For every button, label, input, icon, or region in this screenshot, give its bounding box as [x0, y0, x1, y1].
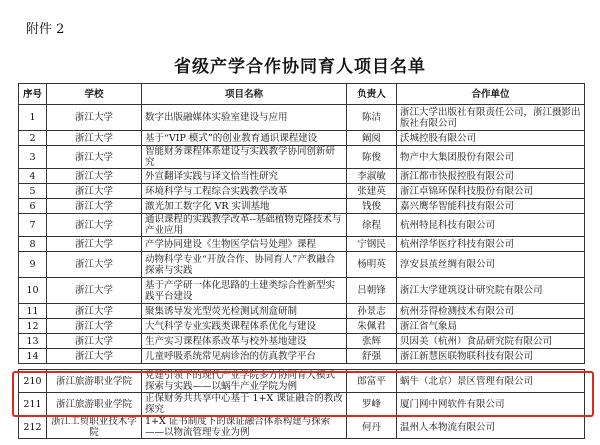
- row-partner: 蜗牛（北京）景区管理有限公司: [397, 370, 585, 393]
- row-school: 浙江大学: [47, 304, 142, 319]
- table-row: [19, 237, 585, 252]
- row-lead: 吕朝锋: [347, 278, 397, 304]
- table-row: [19, 184, 585, 199]
- row-partner: 浙江省气象局: [397, 319, 585, 334]
- row-lead: 杨明英: [347, 252, 397, 278]
- row-project: 党建引领下的现代产业学院多方协同育人模式探索与实践——以蜗牛产业学院为例: [142, 370, 347, 393]
- row-partner: 厦门网中网软件有限公司: [397, 393, 585, 416]
- row-school: 浙江大学: [47, 169, 142, 184]
- header-no: 序号: [19, 84, 47, 105]
- row-school: 浙江工贸职业技术学院: [47, 416, 142, 439]
- table-row: [19, 131, 585, 146]
- row-project: 环境科学与工程综合实践教学改革: [142, 184, 347, 199]
- header-lead: 负责人: [347, 84, 397, 105]
- table-row: [19, 393, 585, 416]
- row-number: 11: [19, 304, 47, 319]
- table-row: [19, 370, 585, 393]
- row-partner: 嘉兴鹰华智能科技有限公司: [397, 199, 585, 214]
- row-school: 浙江旅游职业学院: [47, 393, 142, 416]
- row-number: 1: [19, 105, 47, 131]
- row-project: 智能财务课程体系建设与实践教学协同创新研究: [142, 146, 347, 169]
- row-number: 6: [19, 199, 47, 214]
- table-row: [19, 334, 585, 349]
- row-project: 激光加工数字化 VR 实训基地: [142, 199, 347, 214]
- row-partner: 浙江大学出版社有限责任公司，浙江摄影出版社有限公司: [397, 105, 585, 131]
- row-partner: 浙江都市快报控股有限公司: [397, 169, 585, 184]
- row-project: 数字出版融媒体实验室建设与应用: [142, 105, 347, 131]
- row-partner: 浙江卓锦环保科技股份有限公司: [397, 184, 585, 199]
- table-row: [19, 169, 585, 184]
- row-partner: 浙江大学建筑设计研究院有限公司: [397, 278, 585, 304]
- row-school: 浙江大学: [47, 199, 142, 214]
- row-partner: 杭州浮华医疗科技有限公司: [397, 237, 585, 252]
- row-lead: 朱佩君: [347, 319, 397, 334]
- row-project: 1+X 证书制度下的课证融合体系构建与探索——以物流管理专业为例: [142, 416, 347, 439]
- row-school: 浙江大学: [47, 349, 142, 364]
- table-row: [19, 416, 585, 439]
- header-school: 学校: [47, 84, 142, 105]
- row-lead: 舒强: [347, 349, 397, 364]
- table-row: [19, 214, 585, 237]
- header-project: 项目名称: [142, 84, 347, 105]
- row-partner: 沃城控股有限公司: [397, 131, 585, 146]
- row-project: 产学协同建设《生物医学信号处理》课程: [142, 237, 347, 252]
- row-number: 10: [19, 278, 47, 304]
- row-number: 9: [19, 252, 47, 278]
- row-lead: 阚阅: [347, 131, 397, 146]
- table-row: [19, 278, 585, 304]
- row-school: 浙江大学: [47, 214, 142, 237]
- row-lead: 宁钢民: [347, 237, 397, 252]
- row-school: 浙江大学: [47, 278, 142, 304]
- row-project: 大气科学专业实践类课程体系优化与建设: [142, 319, 347, 334]
- row-project: 基于产学研一体化思路的土建类综合性新型实践平台建设: [142, 278, 347, 304]
- header-partner: 合作单位: [397, 84, 585, 105]
- row-number: 14: [19, 349, 47, 364]
- project-table: [18, 83, 585, 364]
- row-partner: 贝因美（杭州）食品研究院有限公司: [397, 334, 585, 349]
- row-lead: 张建英: [347, 184, 397, 199]
- row-project: 正保财务共共享中心基于 1+X 课证融合的教改探究: [142, 393, 347, 416]
- row-partner: 物产中大集团股份有限公司: [397, 146, 585, 169]
- table-row: [19, 105, 585, 131]
- row-project: 外宣翻译实践与译文恰当性研究: [142, 169, 347, 184]
- row-number: 2: [19, 131, 47, 146]
- row-number: 4: [19, 169, 47, 184]
- row-school: 浙江大学: [47, 319, 142, 334]
- table-row: [19, 319, 585, 334]
- row-school: 浙江大学: [47, 105, 142, 131]
- row-lead: 孙景志: [347, 304, 397, 319]
- row-lead: 罗峰: [347, 393, 397, 416]
- row-lead: 陈俊: [347, 146, 397, 169]
- table-row: [19, 199, 585, 214]
- row-school: 浙江大学: [47, 146, 142, 169]
- row-partner: 杭州芬得检测技术有限公司: [397, 304, 585, 319]
- row-school: 浙江旅游职业学院: [47, 370, 142, 393]
- table-row: [19, 349, 585, 364]
- row-lead: 郎富平: [347, 370, 397, 393]
- row-number: 212: [19, 416, 47, 439]
- row-partner: 淳安县茧丝绸有限公司: [397, 252, 585, 278]
- row-school: 浙江大学: [47, 184, 142, 199]
- row-number: 8: [19, 237, 47, 252]
- row-school: 浙江大学: [47, 131, 142, 146]
- table-header-row: [19, 84, 585, 105]
- row-number: 7: [19, 214, 47, 237]
- row-project: 儿童呼吸系统常见病诊治的仿真教学平台: [142, 349, 347, 364]
- row-project: 动物科学专业“开放合作、协同育人”产教融合探索与实践: [142, 252, 347, 278]
- row-number: 3: [19, 146, 47, 169]
- row-number: 5: [19, 184, 47, 199]
- row-lead: 何丹: [347, 416, 397, 439]
- table-row: [19, 146, 585, 169]
- row-lead: 张辉: [347, 334, 397, 349]
- row-partner: 温州人本物流有限公司: [397, 416, 585, 439]
- row-number: 210: [19, 370, 47, 393]
- page-title: 省级产学合作协同育人项目名单: [174, 57, 426, 77]
- row-number: 211: [19, 393, 47, 416]
- row-lead: 徐程: [347, 214, 397, 237]
- table-row: [19, 252, 585, 278]
- row-school: 浙江大学: [47, 252, 142, 278]
- row-lead: 陈洁: [347, 105, 397, 131]
- project-table-continued: [18, 369, 585, 439]
- row-project: 通识课程的实践教学改革--基础植物克隆技术与产业应用: [142, 214, 347, 237]
- row-school: 浙江大学: [47, 334, 142, 349]
- row-number: 13: [19, 334, 47, 349]
- attachment-label: 附件 2: [26, 22, 65, 37]
- row-lead: 李淑敏: [347, 169, 397, 184]
- row-project: 生产实习课程体系改革与校外基地建设: [142, 334, 347, 349]
- row-lead: 钱俊: [347, 199, 397, 214]
- row-partner: 浙江新慧医联物联科技有限公司: [397, 349, 585, 364]
- row-project: 基于“VIP 模式”的创业教育通识课程建设: [142, 131, 347, 146]
- table-row: [19, 304, 585, 319]
- row-partner: 杭州特昆科技有限公司: [397, 214, 585, 237]
- row-project: 聚集诱导发光型荧光检测试剂盒研制: [142, 304, 347, 319]
- row-number: 12: [19, 319, 47, 334]
- row-school: 浙江大学: [47, 237, 142, 252]
